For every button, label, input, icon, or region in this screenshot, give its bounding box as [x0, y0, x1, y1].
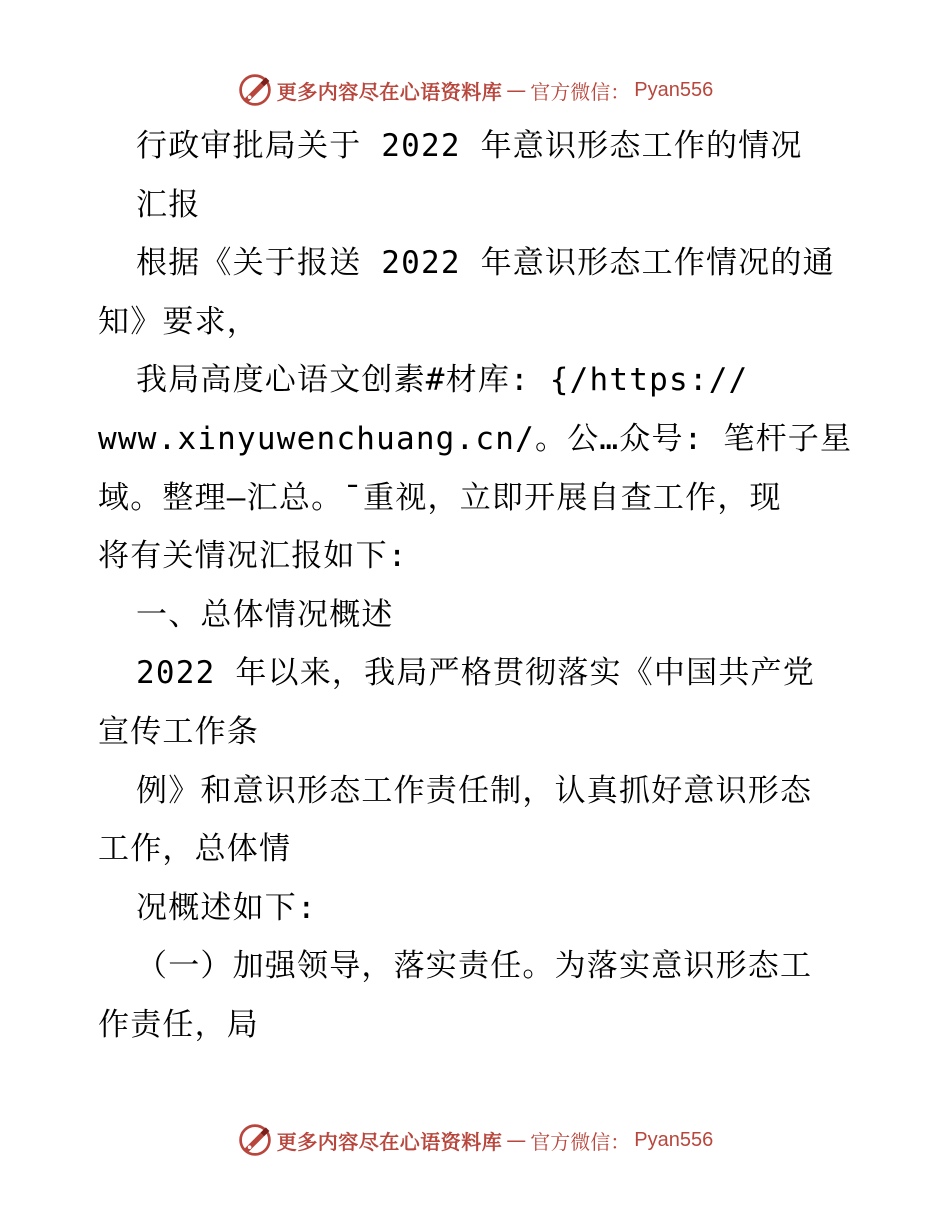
subsection-line: （一）加强领导，落实责任。为落实意识形态工: [136, 948, 813, 985]
header-watermark-dash: —: [506, 78, 527, 102]
footer-watermark-text: 更多内容尽在心语资料库: [276, 1129, 503, 1154]
paragraph-line: 知》要求，: [98, 303, 259, 340]
header-wechat-id: Pyan556: [634, 78, 714, 101]
paragraph-line: 根据《关于报送 2022 年意识形态工作情况的通: [136, 245, 835, 282]
header-watermark-banner: [0, 70, 950, 110]
paragraph-line: 例》和意识形态工作责任制，认真抓好意识形态: [136, 772, 813, 809]
paragraph-line: 工作，总体情: [98, 831, 292, 868]
paragraph-line: 况概述如下:: [136, 889, 317, 926]
paragraph-line: www.xinyuwenchuang.cn/。公…众号: 笔杆子星: [98, 420, 853, 457]
pen-nib-logo-icon: [237, 1122, 273, 1158]
paragraph-line: 域。整理—汇总。¯重视，立即开展自查工作，现: [98, 479, 782, 516]
paragraph-line: 2022 年以来，我局严格贯彻落实《中国共产党: [136, 655, 815, 692]
header-wechat-label: 官方微信：: [530, 79, 631, 104]
document-title-line-1: 行政审批局关于 2022 年意识形态工作的情况: [136, 128, 803, 164]
header-watermark: [237, 72, 713, 108]
header-watermark-text: 更多内容尽在心语资料库: [276, 79, 503, 104]
paragraph-line: 宣传工作条: [98, 713, 259, 750]
footer-wechat-id: Pyan556: [634, 1128, 714, 1151]
footer-watermark-dash: —: [506, 1128, 527, 1152]
document-title-line-2: 汇报: [136, 186, 201, 223]
footer-watermark-banner: [0, 1120, 950, 1160]
paragraph-line: 作责任，局: [98, 1006, 259, 1043]
footer-wechat-label: 官方微信：: [530, 1129, 631, 1154]
section-heading: 一、总体情况概述: [136, 596, 394, 633]
document-body: [98, 117, 858, 1055]
footer-watermark: [237, 1122, 713, 1158]
paragraph-line: 我局高度心语文创素#材库: {/https://: [136, 362, 749, 399]
pen-nib-logo-icon: [237, 72, 273, 108]
paragraph-line: 将有关情况汇报如下:: [98, 538, 408, 575]
